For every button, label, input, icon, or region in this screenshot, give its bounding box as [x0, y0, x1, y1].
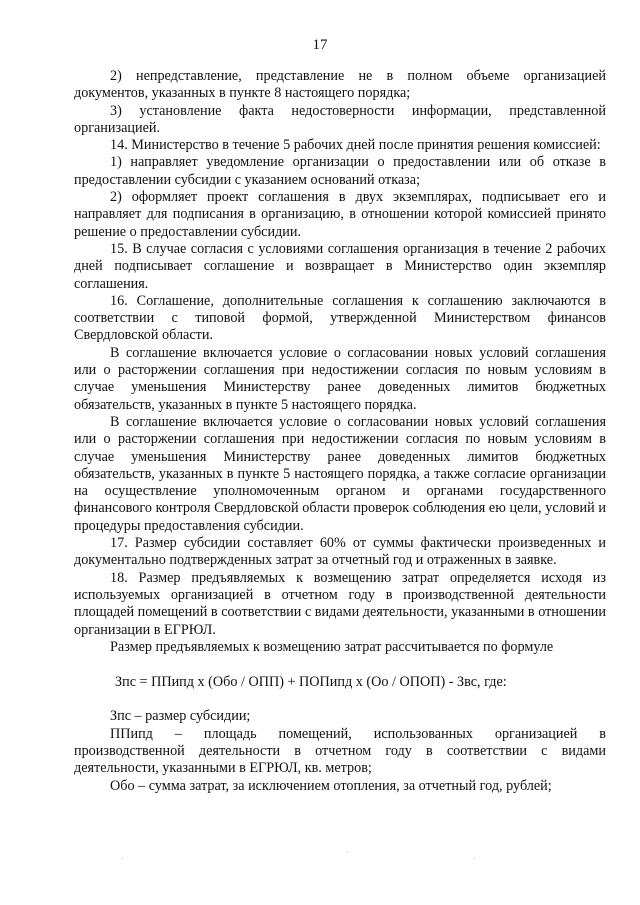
definition-obo: Обо – сумма затрат, за исключением отопления, за отчетный год, рублей; — [110, 777, 552, 794]
paragraph-item-15: 15. В случае согласия с условиями соглашения организация в течение 2 рабочих дней подписывает соглашение и возвращает в Министерство один экземпляр соглашения. — [74, 240, 606, 292]
paragraph-item-17: 17. Размер субсидии составляет 60% от суммы фактически произведенных и документально подтвержденных затрат за отчетный год и отраженных в заявке. — [74, 535, 606, 569]
definition-zps: Зпс – размер субсидии; — [110, 708, 251, 725]
scan-speck — [122, 858, 123, 859]
paragraph-item-14-1: 1) направляет уведомление организации о предоставлении или об отказе в предоставлении субсидии с указанием оснований отказа; — [74, 154, 606, 188]
paragraph-refusal-reason-2: 2) непредставление, представление не в полном объеме организацией документов, указанных в пункте 8 настоящего порядка; — [74, 68, 606, 102]
paragraph-item-16: 16. Соглашение, дополнительные соглашения к соглашению заключаются в соответствии с типовой формой, утвержденной Министерством финансов Свердловской области. — [74, 292, 606, 344]
scan-speck — [347, 851, 348, 852]
subsidy-formula: Зпс = ППипд х (Обо / ОПП) + ПОПипд х (Оо / ОПОП) - Звс, где: — [115, 674, 507, 691]
definition-ppipd: ППипд – площадь помещений, использованных организацией в производственной деятельности в отчетном году в соответствии с видами деятельности, указанными в ЕГРЮЛ, кв. метров; — [74, 725, 606, 777]
scan-speck — [474, 858, 475, 859]
paragraph-formula-intro: Размер предъявляемых к возмещению затрат рассчитывается по формуле — [110, 638, 554, 655]
paragraph-item-14: 14. Министерство в течение 5 рабочих дней после принятия решения комиссией: — [110, 137, 601, 154]
paragraph-refusal-reason-3: 3) установление факта недостоверности информации, представленной организацией. — [74, 102, 606, 136]
paragraph-item-18: 18. Размер предъявляемых к возмещению затрат определяется исходя из используемых организацией в отчетном году в производственной деятельности площадей помещений в соответствии с видами деятельности, указанными в отношении организации в ЕГРЮЛ. — [74, 569, 606, 638]
document-body — [74, 68, 606, 795]
page-number: 17 — [312, 37, 328, 53]
paragraph-item-14-2: 2) оформляет проект соглашения в двух экземплярах, подписывает его и направляет для подписания в организацию, в отношении которой комиссией принято решение о предоставлении субсидии. — [74, 189, 606, 240]
paragraph-agreement-condition-2: В соглашение включается условие о согласовании новых условий соглашения или о расторжении соглашения при недостижении согласия по новым условиям в случае уменьшения Министерству ранее доведенных лимитов бюджетных обязательств, указанных в пункте 5 настоящего порядка, а также согласие организации на осуществление уполномоченным органом и органами государственного финансового контроля Свердловской области проверок соблюдения ею цели, условий и процедуры предоставления субсидии. — [74, 413, 606, 534]
paragraph-agreement-condition-1: В соглашение включается условие о согласовании новых условий соглашения или о расторжении соглашения при недостижении согласия по новым условиям в случае уменьшения Министерству ранее доведенных лимитов бюджетных обязательств, указанных в пункте 5 настоящего порядка. — [74, 344, 606, 413]
